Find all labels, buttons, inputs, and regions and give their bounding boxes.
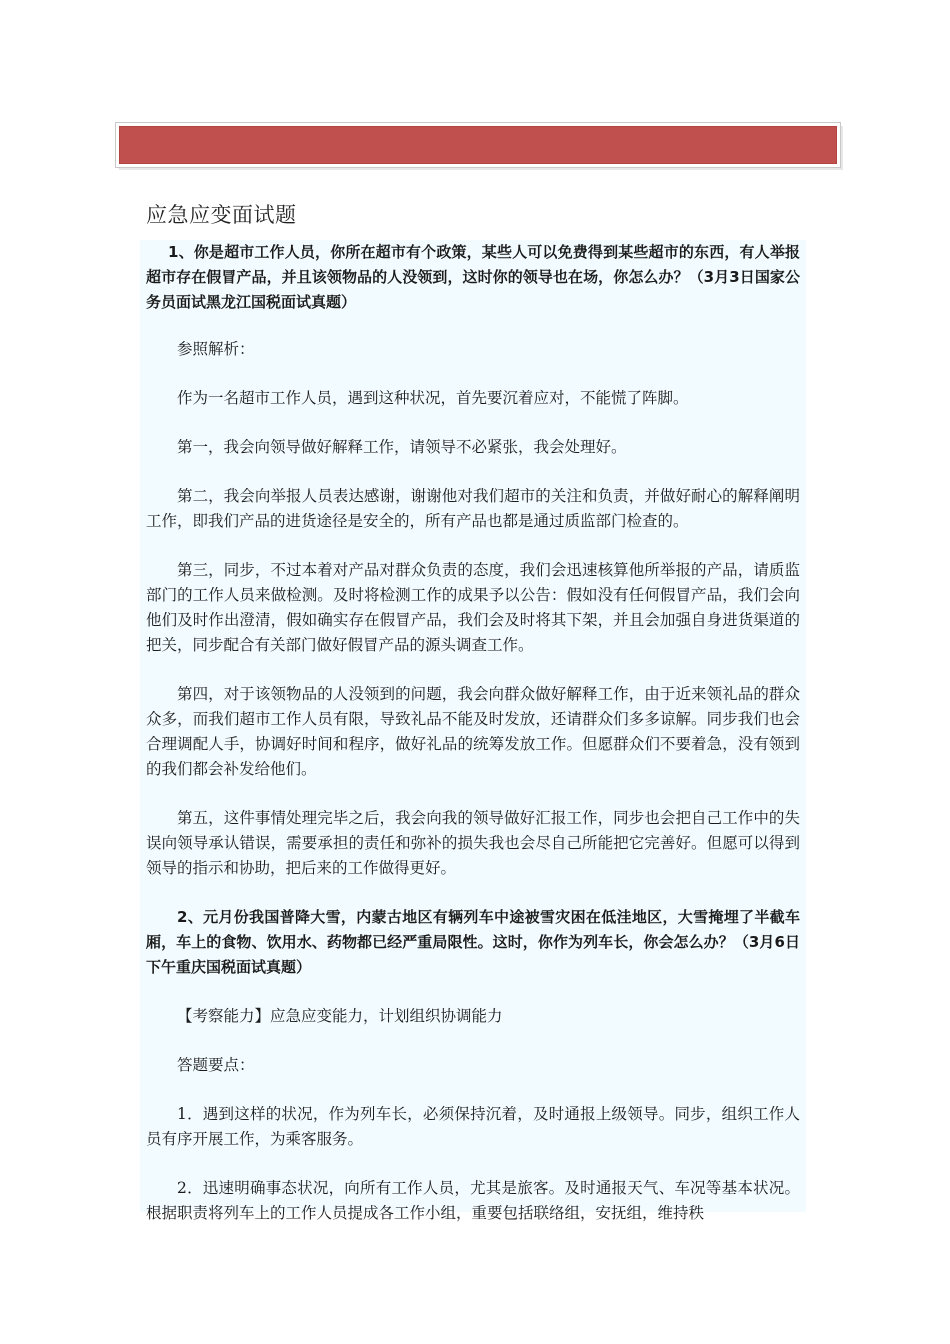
header-banner (116, 123, 840, 167)
answer-point-2: 第二，我会向举报人员表达感谢，谢谢他对我们超市的关注和负责，并做好耐心的解释阐明工作，即我们产品的进货途径是安全的，所有产品也都是通过质监部门检查的。 (146, 487, 800, 530)
article-body (140, 240, 806, 1222)
document-title: 应急应变面试题 (146, 203, 297, 227)
answer-point-5: 第五，这件事情处理完毕之后，我会向我的领导做好汇报工作，同步也会把自己工作中的失误向领导承认错误，需要承担的责任和弥补的损失我也会尽自己所能把它完善好。但愿可以得到领导的指示和协助，把后来的工作做得更好。 (146, 809, 800, 877)
question-2: 2、元月份我国普降大雪，内蒙古地区有辆列车中途被雪灾困在低洼地区，大雪掩埋了半截车厢，车上的食物、饮用水、药物都已经严重局限性。这时，你作为列车长，你会怎么办？（3月6日下午重庆国税面试真题） (146, 908, 800, 976)
answer-point-1: 第一，我会向领导做好解释工作，请领导不必紧张，我会处理好。 (177, 438, 627, 456)
answer-point-4: 第四，对于该领物品的人没领到的问题，我会向群众做好解释工作，由于近来领礼品的群众众多，而我们超市工作人员有限，导致礼品不能及时发放，还请群众们多多谅解。同步我们也会合理调配人手，协调好时间和程序，做好礼品的统筹发放工作。但愿群众们不要着急，没有领到的我们都会补发给他们。 (146, 685, 800, 778)
key-points-label: 答题要点： (177, 1056, 255, 1074)
key-point-1: 1．遇到这样的状况，作为列车长，必须保持沉着，及时通报上级领导。同步，组织工作人员有序开展工作，为乘客服务。 (146, 1105, 800, 1148)
ability-tested: 【考察能力】应急应变能力，计划组织协调能力 (177, 1007, 503, 1025)
question-1: 1、你是超市工作人员，你所在超市有个政策，某些人可以免费得到某些超市的东西，有人举报超市存在假冒产品，并且该领物品的人没领到，这时你的领导也在场，你怎么办？（3月3日国家公务员面试黑龙江国税面试真题） (146, 243, 800, 311)
answer-point-3: 第三，同步，不过本着对产品对群众负责的态度，我们会迅速核算他所举报的产品，请质监部门的工作人员来做检测。及时将检测工作的成果予以公告：假如没有任何假冒产品，我们会向他们及时作出澄清，假如确实存在假冒产品，我们会及时将其下架，并且会加强自身进货渠道的把关，同步配合有关部门做好假冒产品的源头调查工作。 (146, 561, 800, 654)
key-point-2: 2．迅速明确事态状况，向所有工作人员，尤其是旅客。及时通报天气、车况等基本状况。根据职责将列车上的工作人员提成各工作小组，重要包括联络组，安抚组，维持秩 (146, 1179, 800, 1222)
reference-analysis-label: 参照解析： (177, 340, 255, 358)
answer-intro: 作为一名超市工作人员，遇到这种状况，首先要沉着应对，不能慌了阵脚。 (177, 389, 689, 407)
